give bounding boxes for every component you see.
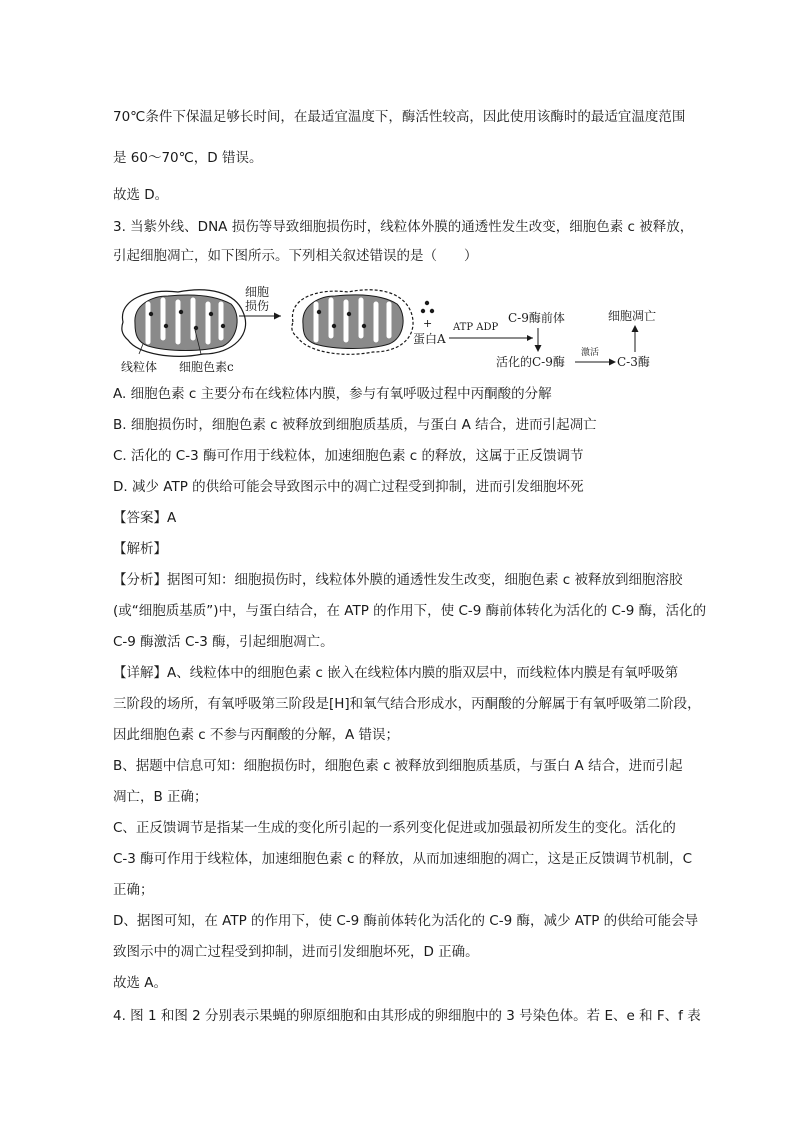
answer: 【答案】A [113, 510, 177, 526]
mitochondrion-damaged [292, 290, 413, 355]
released-cytochrome-c [430, 309, 434, 313]
mitochondrion-label: 线粒体 [121, 360, 158, 374]
cytochrome-c-dot [164, 324, 168, 328]
detail-b-line-1: B、据题中信息可知：细胞损伤时，细胞色素 c 被释放到细胞质基质，与蛋白 A 结合，进而引起 [113, 758, 683, 774]
detail-c-line-2: C-3 酶可作用于线粒体，加速细胞色素 c 的释放，从而加速细胞的凋亡，这是正反馈调节机制，C [113, 851, 693, 867]
apoptosis-label: 细胞凋亡 [608, 309, 657, 323]
detail-d-line-1: D、据图可知，在 ATP 的作用下，使 C-9 酶前体转化为活化的 C-9 酶，减少 ATP 的供给可能会导 [113, 913, 699, 929]
released-cytochrome-c [421, 309, 425, 313]
released-cytochrome-c [425, 301, 429, 305]
active-c9-label: 活化的C-9酶 [496, 355, 565, 369]
cytochrome-c-label: 细胞色素c [179, 360, 234, 374]
question-3-line-1: 3. 当紫外线、DNA 损伤等导致细胞损伤时，线粒体外膜的通透性发生改变，细胞色素 c 被释放， [113, 219, 694, 235]
detail-d-line-2: 致图示中的凋亡过程受到抑制，进而引发细胞坏死，D 正确。 [113, 944, 479, 960]
cytochrome-c-dot [194, 326, 198, 330]
analysis-heading: 【解析】 [113, 541, 167, 557]
analysis-line-2: (或“细胞质基质”)中，与蛋白结合，在 ATP 的作用下，使 C-9 酶前体转化为活化的 C-9 酶，活化的 [113, 603, 707, 619]
line-3: 故选 D。 [113, 187, 169, 203]
cytochrome-c-dot [221, 324, 225, 328]
c9-precursor-label: C-9酶前体 [508, 311, 565, 325]
detail-b-line-2: 凋亡，B 正确； [113, 789, 208, 805]
line-1: 70℃条件下保温足够长时间，在最适宜温度下，酶活性较高，因此使用该酶时的最适宜温度范围 [113, 109, 686, 125]
plus-sign: + [423, 317, 433, 330]
protein-a-label: 蛋白A [413, 332, 446, 346]
choice-a: 故选 A。 [113, 975, 168, 991]
detail-c-line-3: 正确； [113, 882, 154, 898]
cell-damage-label-top: 细胞 [245, 285, 270, 299]
apoptosis-diagram [113, 282, 673, 377]
question-3-line-2: 引起细胞凋亡，如下图所示。下列相关叙述错误的是（ ） [113, 248, 478, 264]
mitochondrion-intact [122, 290, 246, 357]
option-d: D. 减少 ATP 的供给可能会导致图示中的凋亡过程受到抑制，进而引发细胞坏死 [113, 479, 584, 495]
c3-label: C-3酶 [617, 355, 650, 369]
detail-c-line-1: C、正反馈调节是指某一生成的变化所引起的一系列变化促进或加强最初所发生的变化。活化的 [113, 820, 676, 836]
cytochrome-c-dot [209, 312, 213, 316]
detail-line-2: 三阶段的场所，有氧呼吸第三阶段是[H]和氧气结合形成水，丙酮酸的分解属于有氧呼吸第二阶段， [113, 696, 701, 712]
question-4-line-1: 4. 图 1 和图 2 分别表示果蝇的卵原细胞和由其形成的卵细胞中的 3 号染色体。若 E、e 和 F、f 表 [113, 1008, 701, 1024]
option-b: B. 细胞损伤时，细胞色素 c 被释放到细胞质基质，与蛋白 A 结合，进而引起凋亡 [113, 417, 597, 433]
cell-damage-label-bottom: 损伤 [245, 299, 270, 313]
analysis-line-3: C-9 酶激活 C-3 酶，引起细胞凋亡。 [113, 634, 334, 650]
cytochrome-c-dot [149, 312, 153, 316]
detail-line-1: 【详解】A、线粒体中的细胞色素 c 嵌入在线粒体内膜的脂双层中，而线粒体内膜是有氧呼吸第 [113, 665, 679, 681]
detail-line-3: 因此细胞色素 c 不参与丙酮酸的分解，A 错误； [113, 727, 400, 743]
line-2: 是 60～70℃，D 错误。 [113, 150, 263, 166]
activate-label: 激活 [581, 348, 600, 358]
option-a: A. 细胞色素 c 主要分布在线粒体内膜，参与有氧呼吸过程中丙酮酸的分解 [113, 386, 552, 402]
option-c: C. 活化的 C-3 酶可作用于线粒体，加速细胞色素 c 的释放，这属于正反馈调节 [113, 448, 584, 464]
atp-adp-label: ATP ADP [453, 322, 499, 333]
analysis-line-1: 【分析】据图可知：细胞损伤时，线粒体外膜的通透性发生改变，细胞色素 c 被释放到细胞溶胶 [113, 572, 683, 588]
cytochrome-c-dot [179, 310, 183, 314]
